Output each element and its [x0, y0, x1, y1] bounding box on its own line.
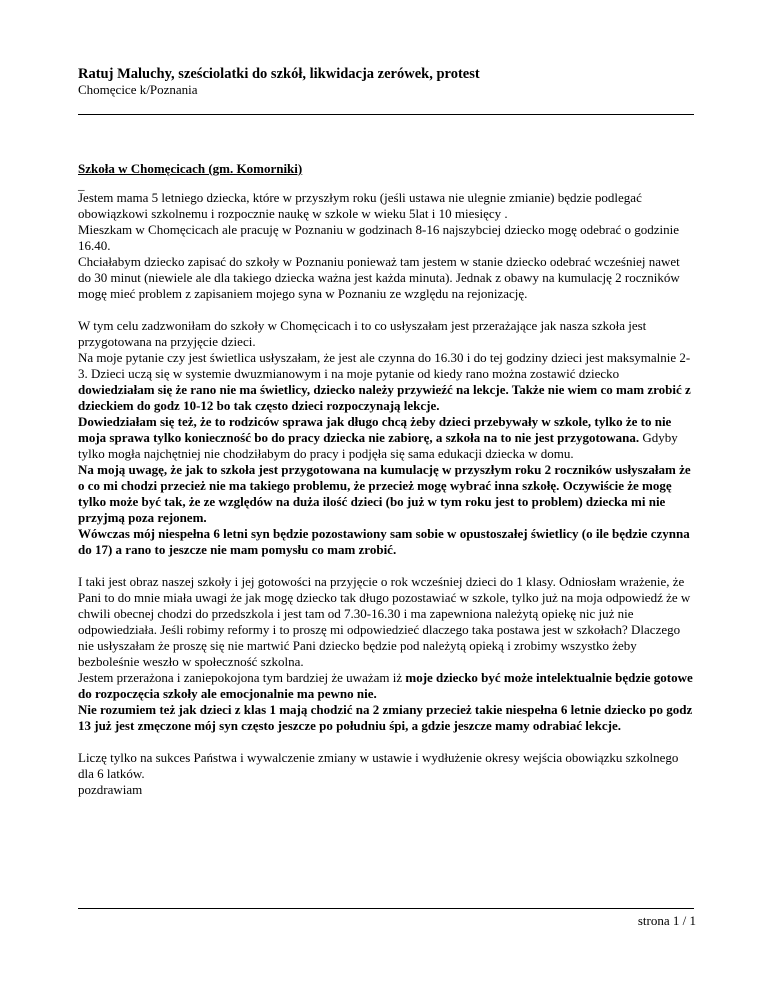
- body-paragraph: [78, 462, 694, 526]
- bold-text: moje dziecko być może intelektualnie będzie gotowe do rozpoczęcia szkoły ale emocjonalnie ma pewno nie.: [78, 670, 693, 701]
- letter-body: [78, 190, 694, 798]
- body-paragraph: [78, 750, 694, 782]
- body-paragraph: [78, 318, 694, 350]
- body-paragraph: [78, 222, 694, 254]
- text-run: pozdrawiam: [78, 782, 143, 797]
- text-run: Gdyby tylko mogła najchętniej nie chodziłabym do pracy i podjęła się sama edukacji dziecka w domu.: [78, 430, 678, 461]
- body-paragraph: [78, 782, 694, 798]
- body-paragraph: [78, 670, 694, 702]
- bold-text: Na moją uwagę, że jak to szkoła jest przygotowana na kumulację w przyszłym roku 2 roczników usłyszałam że o co mi chodzi przecież nie ma takiego problemu, że przecież mogę wybrać inna szkołę. Oczywiście że mogę tylko może być tak, że ze względów na duża ilość dzieci (bo już w tym roku jest to problem) dziecka mi nie przyjmą poza rejonem.: [78, 462, 691, 525]
- text-run: Jestem przerażona i zaniepokojona tym bardziej że uważam iż: [78, 670, 406, 685]
- section-heading: Szkoła w Chomęcicach (gm. Komorniki): [78, 161, 303, 176]
- page-number: strona 1 / 1: [637, 913, 696, 928]
- paragraph-gap: [78, 558, 694, 574]
- body-paragraph: [78, 574, 694, 670]
- text-run: Jestem mama 5 letniego dziecka, które w przyszłym roku (jeśli ustawa nie ulegnie zmianie) będzie podlegać obowiązkowi szkolnemu i rozpocznie naukę w szkole w wieku 5lat i 10 miesięcy .: [78, 190, 642, 221]
- section-dash: _: [78, 177, 85, 192]
- text-run: Na moje pytanie czy jest świetlica usłyszałam, że jest ale czynna do 16.30 i do tej godziny dzieci jest maksymalnie 2-3. Dzieci uczą się w systemie dwuzmianowym i na moje pytanie od kiedy rano można zostawić dziecko: [78, 350, 691, 381]
- body-paragraph: [78, 526, 694, 558]
- document-title: Ratuj Maluchy, sześciolatki do szkół, likwidacja zerówek, protest: [78, 66, 480, 82]
- body-paragraph: [78, 254, 694, 302]
- header-divider: [78, 114, 694, 115]
- body-paragraph: [78, 190, 694, 222]
- document-subtitle: Chomęcice k/Poznania: [78, 82, 198, 97]
- text-run: Mieszkam w Chomęcicach ale pracuję w Poznaniu w godzinach 8-16 najszybciej dziecko mogę odebrać o godzinie 16.40.: [78, 222, 680, 253]
- text-run: W tym celu zadzwoniłam do szkoły w Chomęcicach i to co usłyszałam jest przerażające jak nasza szkoła jest przygotowana na przyjęcie dzieci.: [78, 318, 647, 349]
- bold-text: Wówczas mój niespełna 6 letni syn będzie pozostawiony sam sobie w opustoszałej świetlicy (o ile będzie czynna do 17) a rano to jeszcze nie mam pomysłu co mam zrobić.: [78, 526, 690, 557]
- bold-text: Dowiedziałam się też, że to rodziców sprawa jak długo chcą żeby dzieci przebywały w szkole, tylko że to nie moja sprawa tylko konieczność bo do pracy dziecka nie zabiorę, a szkoła na to nie jest przygotowana.: [78, 414, 672, 445]
- text-run: Chciałabym dziecko zapisać do szkoły w Poznaniu ponieważ tam jestem w stanie dziecko odebrać wcześniej nawet do 30 minut (niewiele ale dla takiego dziecka ważna jest każda minuta). Jednak z obawy na kumulację 2 roczników mogę mieć problem z zapisaniem mojego syna w Poznaniu ze względu na rejonizację.: [78, 254, 680, 301]
- text-run: I taki jest obraz naszej szkoły i jej gotowości na przyjęcie o rok wcześniej dzieci do 1 klasy. Odniosłam wrażenie, że Pani to do mnie miała uwagi że jak mogę dziecko tak długo pozostawiać w szkole, tylko już na moja odpowiedź że w chwili obecnej chodzi do przedszkola i jest tam od 7.30-16.30 i ma zapewniona należytą opiekę nic już nie odpowiedziała. Jeśli robimy reformy i to proszę mi odpowiedzieć dlaczego taka postawa jest w szkołach? Dlaczego nie usłyszałam że proszę się nie martwić Pani dziecko będzie pod należytą opieką i zrobimy wszystko żeby bezboleśnie weszło w społeczność szkolna.: [78, 574, 691, 669]
- text-run: Liczę tylko na sukces Państwa i wywalczenie zmiany w ustawie i wydłużenie okresy wejścia obowiązku szkolnego dla 6 latków.: [78, 750, 679, 781]
- bold-text: Nie rozumiem też jak dzieci z klas 1 mają chodzić na 2 zmiany przecież takie niespełna 6 letnie dziecko po godz 13 już jest zmęczone mój syn często jeszcze po południu śpi, a gdzie jeszcze mamy odrabiać lekcje.: [78, 702, 693, 733]
- bold-text: dowiedziałam się że rano nie ma świetlicy, dziecko należy przywieźć na lekcje. Także nie wiem co mam zrobić z dzieckiem do godz 10-12 bo tak często dzieci rozpoczynają lekcje.: [78, 382, 691, 413]
- body-paragraph: [78, 414, 694, 462]
- body-paragraph: [78, 350, 694, 414]
- paragraph-gap: [78, 734, 694, 750]
- paragraph-gap: [78, 302, 694, 318]
- footer-divider: [78, 908, 694, 909]
- body-paragraph: [78, 702, 694, 734]
